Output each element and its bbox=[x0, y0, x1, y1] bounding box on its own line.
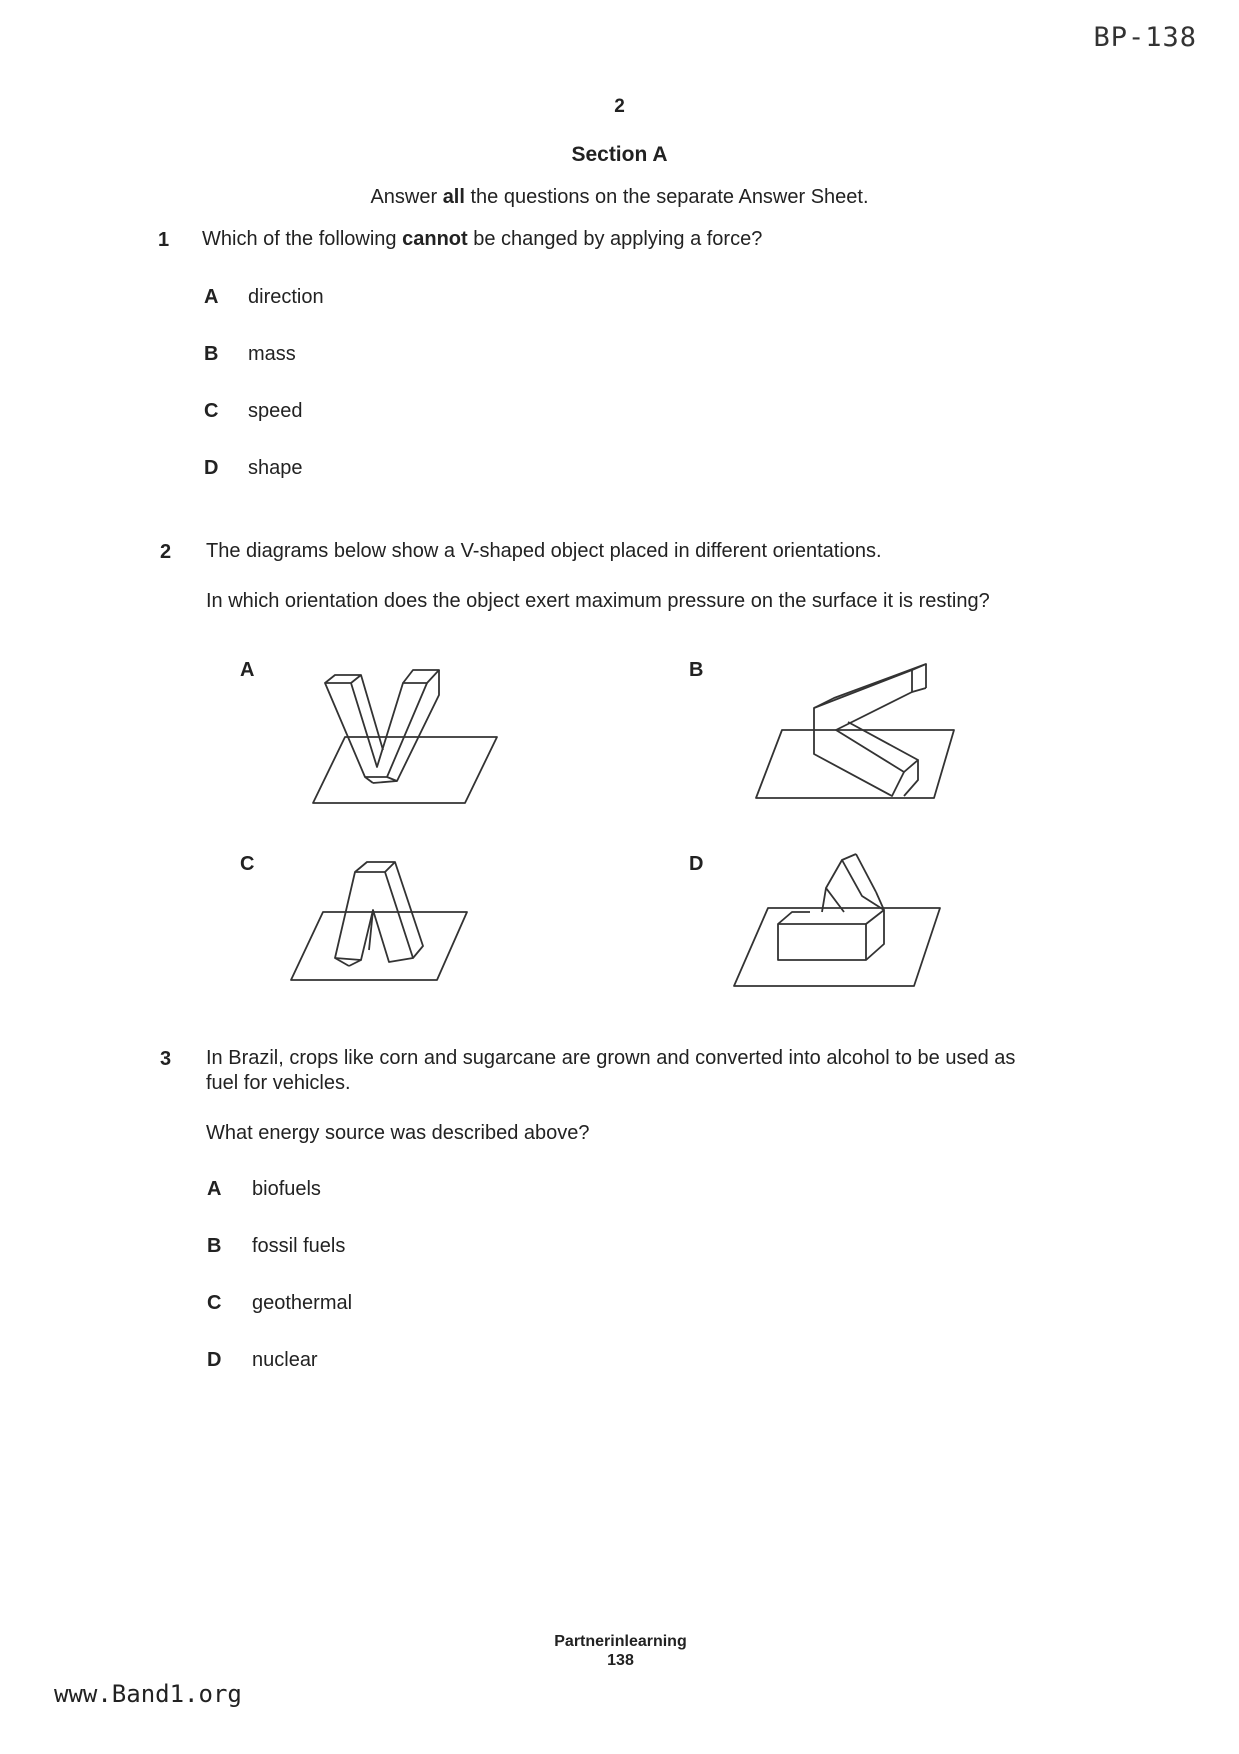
section-instruction: Answer all the questions on the separate Answer Sheet. bbox=[370, 186, 869, 208]
diagram-c-v-inverted bbox=[285, 850, 475, 990]
question-1-text: Which of the following cannot be changed by applying a force? bbox=[202, 228, 763, 250]
question-1-option-a-label: A bbox=[204, 286, 219, 308]
question-2-prompt: In which orientation does the object exert maximum pressure on the surface it is resting? bbox=[206, 590, 990, 612]
diagram-b-v-sideways bbox=[752, 662, 962, 807]
diagram-a-v-upright bbox=[305, 655, 505, 810]
question-3-option-a-label: A bbox=[207, 1178, 222, 1200]
question-3-option-c-text: geothermal bbox=[252, 1292, 353, 1314]
diagram-d-v-lying bbox=[730, 848, 945, 998]
question-3-option-b-label: B bbox=[207, 1235, 222, 1257]
question-2-text: The diagrams below show a V-shaped object placed in different orientations. bbox=[206, 540, 882, 562]
question-3-prompt: What energy source was described above? bbox=[206, 1122, 590, 1144]
page-footer bbox=[1, 1632, 1239, 1670]
diagram-a-label: A bbox=[240, 659, 255, 681]
question-1-option-b-label: B bbox=[204, 343, 219, 365]
question-3-text-line2: fuel for vehicles. bbox=[206, 1072, 351, 1094]
question-1-option-c-label: C bbox=[204, 400, 219, 422]
question-1-option-c-text: speed bbox=[248, 400, 303, 422]
document-code: BP-138 bbox=[1093, 22, 1197, 53]
section-title: Section A bbox=[571, 143, 668, 166]
question-1-option-a-text: direction bbox=[248, 286, 324, 308]
question-3-option-d-label: D bbox=[207, 1349, 222, 1371]
footer-publisher: Partnerinlearning bbox=[554, 1633, 687, 1650]
question-3-number: 3 bbox=[160, 1048, 172, 1070]
diagram-b-label: B bbox=[689, 659, 704, 681]
footer-number: 138 bbox=[607, 1652, 634, 1669]
watermark-url: www.Band1.org bbox=[54, 1680, 242, 1708]
diagram-c-label: C bbox=[240, 853, 255, 875]
question-1-option-d-text: shape bbox=[248, 457, 303, 479]
question-3-option-a-text: biofuels bbox=[252, 1178, 321, 1200]
page-number: 2 bbox=[614, 96, 625, 117]
question-3-option-c-label: C bbox=[207, 1292, 222, 1314]
question-2-number: 2 bbox=[160, 541, 172, 563]
diagram-d-label: D bbox=[689, 853, 704, 875]
question-3-option-d-text: nuclear bbox=[252, 1349, 318, 1371]
question-1-option-b-text: mass bbox=[248, 343, 296, 365]
question-3-option-b-text: fossil fuels bbox=[252, 1235, 346, 1257]
question-1-number: 1 bbox=[158, 229, 170, 251]
question-3-text-line1: In Brazil, crops like corn and sugarcane are grown and converted into alcohol to be used as bbox=[206, 1047, 1016, 1069]
question-1-option-d-label: D bbox=[204, 457, 219, 479]
